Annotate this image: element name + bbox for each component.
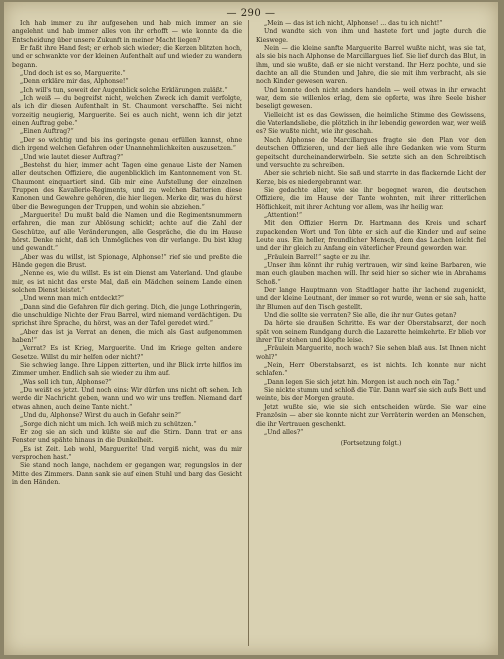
- paragraph: „Der so wichtig und bis ins geringste genau erfüllen kannst, ohne dich irgend welchen Gefahren oder Unannehmlichkeiten auszusetzen.“: [12, 136, 242, 153]
- paragraph: „Unser ihm könnt ihr ruhig vertrauen, wir sind keine Barbaren, wie man euch glauben machen will. Ihr seid hier so sicher wie in Abrahams Schoß.“: [256, 261, 486, 286]
- paragraph: „Es ist Zeit. Leb wohl, Marguerite! Und vergiß nicht, was du mir versprochen hast.“: [12, 445, 242, 461]
- paragraph: „Fräulein Barrel!“ sagte er zu ihr.: [264, 253, 371, 261]
- paragraph: Sie nickte stumm und schloß die Tür. Dann warf sie sich aufs Bett und weinte, bis der Morgen graute.: [256, 387, 486, 403]
- paragraph: Sie schwieg lange. Ihre Lippen zitterten, und ihr Blick irrte hilflos im Zimmer umher. Endlich sah sie wieder zu ihm auf.: [12, 362, 242, 378]
- paragraph: Er faßt ihre Hand fest; er erhob sich wieder; die Kerzen blitzten hoch, und er schwankte vor der kleinen Aufenthalt auf und wieder zu wandern begann.: [12, 45, 242, 69]
- paragraph: „Verrat? Es ist Krieg, Marguerite. Und im Kriege gelten andere Gesetze. Willst du mir helfen oder nicht?“: [12, 345, 242, 361]
- paragraph: „Dann sind die Gefahren für dich gering. Dich, die junge Lothringerin, die unschuldige Nichte der Frau Barrel, wird niemand verdächtigen. Du sprichst ihre Sprache, du hörst, was an der Tafel geredet wird.“: [12, 303, 242, 328]
- paragraph: Sie gedachte aller, wie sie ihr begegnet waren, die deutschen Offiziere, die im Hause der Tante wohnten, mit ihrer ritterlichen Höflichkeit, mit ihrer Achtung vor allem, was ihr heilig war.: [256, 186, 486, 211]
- paragraph: „Aber das ist ja Verrat an denen, die mich als Gast aufgenommen haben!“: [12, 328, 242, 345]
- paragraph: Mit den Offizier Herrn Dr. Hartmann des Kreis und scharf zupackenden Wort und Ton übte er sich auf die Kinder und auf seine Leute aus. Ein heller, freundlicher Mensch, dem das Lachen leicht fiel und der ihr gleich zu Anfang ein väterlicher Freund geworden war.: [256, 220, 486, 253]
- paragraph: „Attention!“: [264, 211, 303, 219]
- paragraph: „Und du, Alphonse? Wirst du auch in Gefahr sein?“: [20, 412, 181, 420]
- paragraph: „Was soll ich tun, Alphonse?“: [20, 378, 112, 386]
- paragraph: „Marguerite! Du mußt bald die Namen und die Regimentsnummern erfahren, die man zur Ablösung schickt; achte auf die Zahl der Geschütze, auf alle Veränderungen, alle Gespräche, die du im Hause hörst. Denke nicht, daß ich Unmögliches von dir verlange. Du bist klug und gewandt.“: [12, 211, 242, 253]
- left-column: [12, 20, 242, 644]
- paragraph: Aber sie schrieb nicht. Sie saß und starrte in das flackernde Licht der Kerze, bis es niedergebrannt war.: [256, 170, 486, 186]
- paragraph: Der lange Hauptmann von Stadtlager hatte ihr lachend zugenickt, und der kleine Leutnant, der immer so rot wurde, wenn er sie sah, hatte ihr Blumen auf den Tisch gestellt.: [256, 287, 486, 311]
- paragraph: „Fräulein Marguerite, noch wach? Sie sehen blaß aus. Ist Ihnen nicht wohl?“: [256, 345, 486, 361]
- paragraph: Er zog sie an sich und küßte sie auf die Stirn. Dann trat er ans Fenster und spähte hinaus in die Dunkelheit.: [12, 428, 242, 445]
- paragraph: „Ich will's tun, soweit der Augenblick solche Erklärungen zuläßt.“: [20, 86, 228, 94]
- paragraph: „Bestehst du hier, immer acht Tagen eine genaue Liste der Namen aller deutschen Offiziere, die augenblicklich im Kantonnement von St. Chaumont einquartiert sind. Gib mir eine Aufstellung der einzelnen Truppen des Kavallerie-Regiments, und zu welchen Batterien diese Kanonen und Gewehre gehören, die hier liegen. Merke dir, was du hörst über die Bewegungen der Truppen, und wohin sie abziehen.“: [12, 161, 242, 211]
- paragraph: „Dann legen Sie sich jetzt hin. Morgen ist auch noch ein Tag.“: [264, 378, 460, 386]
- right-column: [256, 20, 486, 644]
- paragraph: Sie stand noch lange, nachdem er gegangen war, regungslos in der Mitte des Zimmers. Dann sank sie auf einen Stuhl und barg das Gesicht in den Händen.: [12, 462, 242, 486]
- paragraph: Nein — die kleine sanfte Marguerite Barrel wußte nicht, was sie tat, als sie bis nach Alphonse de Marcillargues lief. Sie lief durch das Blut, in ihm, und sie wußte, daß er sie nicht verstand. Ihr Herz pochte, und sie dachte an all die Stunden und Jahre, die sie mit ihm verbracht, als sie noch Kinder gewesen waren.: [256, 45, 486, 86]
- paragraph: „Und alles?“: [264, 428, 304, 436]
- paragraph: Da hörte sie draußen Schritte. Es war der Oberstabsarzt, der noch spät von seinem Rundgang durch die Lazarette heimkehrte. Er blieb vor ihrer Tür stehen und klopfte leise.: [256, 320, 486, 345]
- paragraph: „Einen Auftrag?“: [20, 128, 74, 136]
- paragraph: „Nein, Herr Oberstabsarzt, es ist nichts. Ich konnte nur nicht schlafen.“: [256, 362, 486, 378]
- paragraph: „Ich weiß — du begreifst nicht, welchen Zweck ich damit verfolgte, als ich dir diesen Aufenthalt in St. Chaumont verschaffte. Sei nicht vorzeitig neugierig, Marguerite. Sei es auch nicht, wenn ich dir jetzt einen Auftrag gebe.“: [12, 95, 242, 128]
- paragraph: Jetzt wußte sie, wie sie sich entscheiden würde. Sie war eine Französin — aber sie konnte nicht zur Verräterin werden an Menschen, die ihr Vertrauen geschenkt.: [256, 403, 486, 428]
- paragraph: „Und wie lautet dieser Auftrag?“: [20, 153, 124, 161]
- paragraph: „Du weißt es jetzt. Und noch eins: Wir dürfen uns nicht oft sehen. Ich werde dir Nachricht geben, wann und wo wir uns treffen. Niemand darf etwas ahnen, auch deine Tante nicht.“: [12, 387, 242, 411]
- newspaper-page: [4, 2, 498, 655]
- paragraph: Nach Alphonse de Marcillargues fragte sie den Plan vor den deutschen Offizieren, und der ließ alle ihre Gedanken wie vom Sturm gepeitscht durcheinanderwirbeln. Sie setzte sich an den Schreibtisch und versuchte zu schreiben.: [256, 136, 486, 169]
- paragraph: „Denn erkläre mir das, Alphonse!“: [20, 78, 129, 86]
- paragraph: Vielleicht ist es das Gewissen, die heimliche Stimme des Gewissens, die Vaterlandsliebe, die plötzlich in ihr lebendig geworden war, wer weiß es? Sie wußte nicht, wie ihr geschah.: [256, 111, 486, 136]
- paragraph: „Nenne es, wie du willst. Es ist ein Dienst am Vaterland. Und glaube mir, es ist nicht das erste Mal, daß ein Mädchen seinem Lande einen solchen Dienst leistet.“: [12, 270, 242, 294]
- page-number: — 290 —: [226, 8, 276, 19]
- continuation-note: (Fortsetzung folgt.): [340, 440, 402, 448]
- paragraph: Ich hab immer zu ihr aufgesehen und hab mich immer an sie angelehnt und hab immer alles von ihr erhofft — wie konnte da die Entscheidung über unsere Zukunft in meiner Macht liegen?: [12, 20, 242, 44]
- paragraph: „Aber was du willst, ist Spionage, Alphonse!“ rief sie und preßte die Hände gegen die Brust.: [12, 253, 242, 269]
- paragraph: „Sorge dich nicht um mich. Ich weiß mich zu schützen.“: [20, 420, 197, 428]
- paragraph: „Und doch ist es so, Marguerite.“: [20, 70, 126, 78]
- paragraph: „Mein — das ist ich nicht, Alphonse! ... das tu ich nicht!“: [264, 20, 443, 27]
- paragraph: Und die sollte sie verraten? Sie alle, die ihr nur Gutes getan?: [264, 312, 457, 320]
- paragraph: „Und wenn man mich entdeckt?“: [20, 295, 124, 303]
- paragraph: Und wandte sich von ihm und hastete fort und jagte durch die Kieswege.: [256, 28, 486, 44]
- paragraph: Und konnte doch nicht anders handeln — weil etwas in ihr erwacht war, dem sie willenlos erlag, dem sie opferte, was ihre Seele bisher beseligt gewesen.: [256, 86, 486, 111]
- column-divider: [248, 20, 249, 646]
